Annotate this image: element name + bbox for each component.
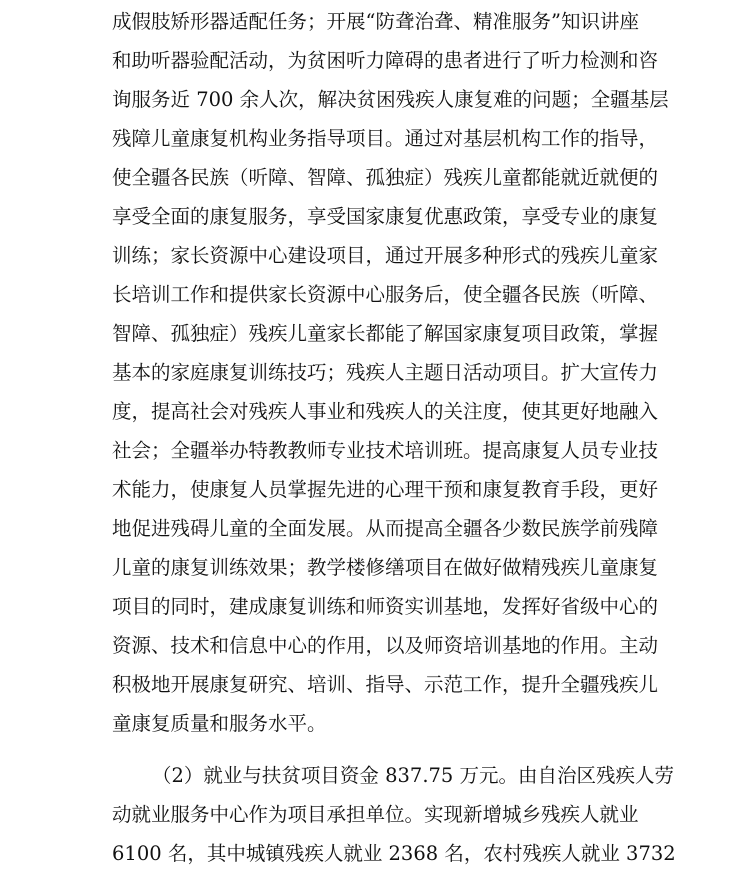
text-line: 儿童的康复训练效果；教学楼修缮项目在做好做精残疾儿童康复 (112, 556, 659, 579)
text-line: 地促进残碍儿童的全面发展。从而提高全疆各少数民族学前残障 (112, 517, 659, 540)
text-line: 使全疆各民族（听障、智障、孤独症）残疾儿童都能就近就便的 (112, 166, 659, 189)
text-line: 积极地开展康复研究、培训、指导、示范工作，提升全疆残疾儿 (112, 673, 659, 696)
text-line: 残障儿童康复机构业务指导项目。通过对基层机构工作的指导， (112, 127, 659, 150)
text-line: 智障、孤独症）残疾儿童家长都能了解国家康复项目政策，掌握 (112, 322, 659, 345)
text-line: 询服务近 700 余人次，解决贫困残疾人康复难的问题；全疆基层 (112, 88, 669, 111)
text-line: 长培训工作和提供家长资源中心服务后，使全疆各民族（听障、 (112, 283, 659, 306)
paragraph-first-line: （2）就业与扶贫项目资金 837.75 万元。由自治区残疾人劳 (152, 764, 675, 787)
text-line: 6100 名，其中城镇残疾人就业 2368 名，农村残疾人就业 3732 (112, 842, 676, 865)
text-line: 动就业服务中心作为项目承担单位。实现新增城乡残疾人就业 (112, 803, 639, 826)
text-line: 基本的家庭康复训练技巧；残疾人主题日活动项目。扩大宣传力 (112, 361, 659, 384)
text-line: 社会；全疆举办特教教师专业技术培训班。提高康复人员专业技 (112, 439, 659, 462)
text-line: 度，提高社会对残疾人事业和残疾人的关注度，使其更好地融入 (112, 400, 659, 423)
text-line: 成假肢矫形器适配任务；开展“防聋治聋、精准服务”知识讲座 (112, 10, 639, 33)
text-line: 资源、技术和信息中心的作用，以及师资培训基地的作用。主动 (112, 634, 659, 657)
text-line: 训练；家长资源中心建设项目，通过开展多种形式的残疾儿童家 (112, 244, 659, 267)
text-line: 童康复质量和服务水平。 (112, 712, 327, 735)
text-line: 项目的同时，建成康复训练和师资实训基地，发挥好省级中心的 (112, 595, 659, 618)
text-line: 术能力，使康复人员掌握先进的心理干预和康复教育手段，更好 (112, 478, 659, 501)
text-line: 和助听器验配活动，为贫困听力障碍的患者进行了听力检测和咨 (112, 49, 659, 72)
text-line: 享受全面的康复服务，享受国家康复优惠政策，享受专业的康复 (112, 205, 659, 228)
